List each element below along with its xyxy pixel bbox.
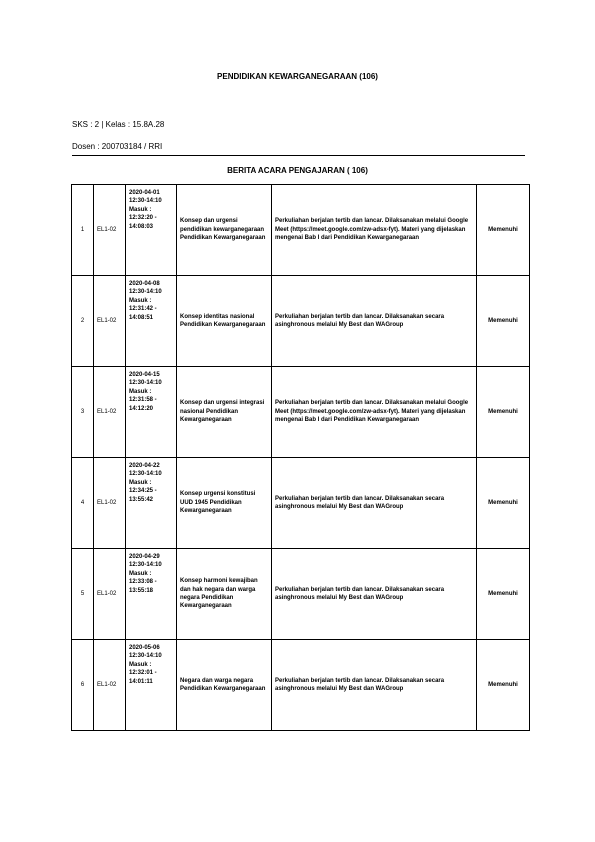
session-description: Perkuliahan berjalan tertib dan lancar. Dilaksanakan secara asinghronous melalui My Best dan WAGroup — [272, 276, 477, 367]
session-topic: Negara dan warga negara Pendidikan Kewarganegaraan — [177, 640, 272, 731]
row-number: 5 — [72, 549, 94, 640]
status-cell: Memenuhi — [477, 640, 530, 731]
session-time: 2020-04-15 12:30-14:10 Masuk : 12:31:58 - 14:12:20 — [126, 367, 177, 458]
session-time: 2020-04-29 12:30-14:10 Masuk : 12:33:08 - 13:55:18 — [126, 549, 177, 640]
table-row — [72, 185, 530, 276]
lecturer-line: Dosen : 200703184 / RRI — [72, 142, 163, 151]
session-topic: Konsep identitas nasional Pendidikan Kewarganegaraan — [177, 276, 272, 367]
session-time: 2020-04-01 12:30-14:10 Masuk : 12:32:20 - 14:08:03 — [126, 185, 177, 276]
status-cell: Memenuhi — [477, 458, 530, 549]
session-description: Perkuliahan berjalan tertib dan lancar. Dilaksanakan melalui Google Meet (https://meet.google.com/zw-adsx-fyt). Materi yang dijelaskan mengenai Bab I dari Pendidikan Kewarganegaraan — [272, 185, 477, 276]
document-title: PENDIDIKAN KEWARGANEGARAAN (106) — [217, 72, 378, 81]
status-cell: Memenuhi — [477, 185, 530, 276]
table-row — [72, 458, 530, 549]
header-divider — [72, 155, 525, 156]
table-row — [72, 276, 530, 367]
session-topic: Konsep urgensi konstitusi UUD 1945 Pendidikan Kewarganegaraan — [177, 458, 272, 549]
class-code: EL1-02 — [94, 276, 126, 367]
session-time: 2020-05-06 12:30-14:10 Masuk : 12:32:01 - 14:01:11 — [126, 640, 177, 731]
sks-class-line: SKS : 2 | Kelas : 15.8A.28 — [72, 120, 165, 129]
row-number: 1 — [72, 185, 94, 276]
status-cell: Memenuhi — [477, 549, 530, 640]
status-cell: Memenuhi — [477, 367, 530, 458]
table-row — [72, 640, 530, 731]
row-number: 4 — [72, 458, 94, 549]
row-number: 2 — [72, 276, 94, 367]
row-number: 3 — [72, 367, 94, 458]
class-code: EL1-02 — [94, 185, 126, 276]
class-code: EL1-02 — [94, 640, 126, 731]
session-time: 2020-04-22 12:30-14:10 Masuk : 12:34:25 - 13:55:42 — [126, 458, 177, 549]
session-description: Perkuliahan berjalan tertib dan lancar. Dilaksanakan secara asinghronous melalui My Best dan WAGroup — [272, 458, 477, 549]
teaching-report-table — [71, 184, 530, 731]
session-topic: Konsep dan urgensi integrasi nasional Pendidikan Kewarganegaraan — [177, 367, 272, 458]
session-topic: Konsep dan urgensi pendidikan kewarganegaraan Pendidikan Kewarganegaraan — [177, 185, 272, 276]
table-row — [72, 549, 530, 640]
session-description: Perkuliahan berjalan tertib dan lancar. Dilaksanakan secara asinghronous melalui My Best dan WAGroup — [272, 640, 477, 731]
status-cell: Memenuhi — [477, 276, 530, 367]
row-number: 6 — [72, 640, 94, 731]
session-time: 2020-04-08 12:30-14:10 Masuk : 12:31:42 - 14:08:51 — [126, 276, 177, 367]
class-code: EL1-02 — [94, 367, 126, 458]
session-description: Perkuliahan berjalan tertib dan lancar. Dilaksanakan melalui Google Meet (https://meet.google.com/zw-adsx-fyt). Materi yang dijelaskan mengenai Bab I dari Pendidikan Kewarganegaraan — [272, 367, 477, 458]
session-topic: Konsep harmoni kewajiban dan hak negara dan warga negara Pendidikan Kewarganegaraan — [177, 549, 272, 640]
table-row — [72, 367, 530, 458]
class-code: EL1-02 — [94, 458, 126, 549]
session-description: Perkuliahan berjalan tertib dan lancar. Dilaksanakan secara asinghronous melalui My Best dan WAGroup — [272, 549, 477, 640]
teaching-report-title: BERITA ACARA PENGAJARAN ( 106) — [227, 166, 368, 175]
class-code: EL1-02 — [94, 549, 126, 640]
